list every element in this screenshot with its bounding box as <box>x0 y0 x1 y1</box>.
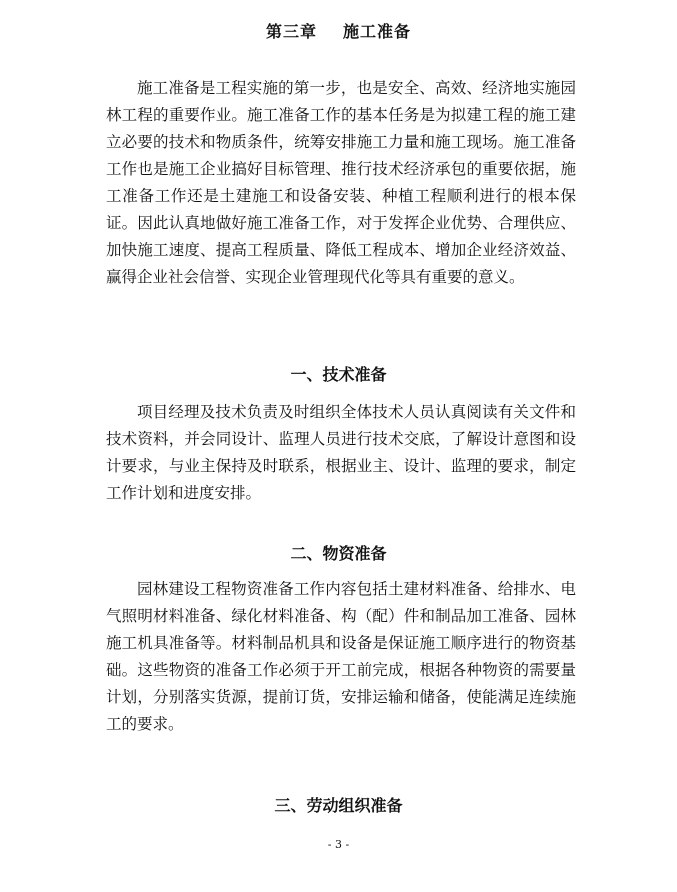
section-body-technical: 项目经理及技术负责及时组织全体技术人员认真阅读有关文件和技术资料，并会同设计、监理人员进行技术交底，了解设计意图和设计要求，与业主保持及时联系，根据业主、设计、监理的要求，制定工作计划和进度安排。 <box>106 403 576 502</box>
intro-paragraph: 施工准备是工程实施的第一步，也是安全、高效、经济地实施园林工程的重要作业。施工准备工作的基本任务是为拟建工程的施工建立必要的技术和物质条件，统筹安排施工力量和施工现场。施工准备工作也是施工企业搞好目标管理、推行技术经济承包的重要依据，施工准备工作还是土建施工和设备安装、种植工程顺利进行的根本保证。因此认真地做好施工准备工作，对于发挥企业优势、合理供应、加快施工速度、提高工程质量、降低工程成本、增加企业经济效益、赢得企业社会信誉、实现企业管理现代化等具有重要的意义。 <box>106 79 576 286</box>
section-heading-technical: 一、技术准备 <box>290 365 387 384</box>
chapter-number: 第三章 <box>265 22 317 41</box>
chapter-title <box>0 19 677 42</box>
section-heading-materials: 二、物资准备 <box>290 544 387 563</box>
page-number: - 3 - <box>327 838 350 851</box>
chapter-name: 施工准备 <box>343 22 412 41</box>
section-body-materials: 园林建设工程物资准备工作内容包括土建材料准备、给排水、电气照明材料准备、绿化材料准备、构（配）件和制品加工准备、园林施工机具准备等。材料制品机具和设备是保证施工顺序进行的物资基础。这些物资的准备工作必须于开工前完成，根据各种物资的需要量计划，分别落实货源，提前订货，安排运输和储备，使能满足连续施工的要求。 <box>106 580 576 733</box>
section-heading-labor: 三、劳动组织准备 <box>274 796 403 815</box>
